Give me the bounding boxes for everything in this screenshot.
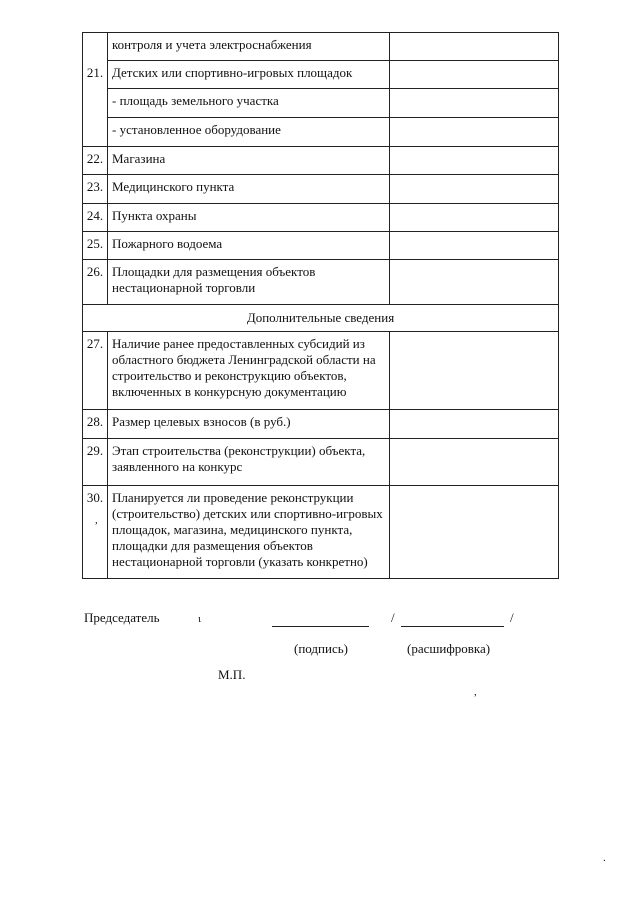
row-value-cell[interactable] xyxy=(390,486,559,579)
table-row xyxy=(83,175,559,204)
row-number-cell: 29. xyxy=(83,439,108,486)
row-value-cell[interactable] xyxy=(390,175,559,204)
table-row xyxy=(83,61,559,89)
row-number-cell: 22. xyxy=(83,147,108,175)
row-value-cell[interactable] xyxy=(390,204,559,232)
row-value-cell[interactable] xyxy=(390,260,559,305)
row-number-cell: 30. xyxy=(83,486,108,579)
section-header: Дополнительные сведения xyxy=(83,305,559,332)
row-value-cell[interactable] xyxy=(390,439,559,486)
row-label-cell: Наличие ранее предоставленных субсидий из областного бюджета Ленинградской области на строительство и реконструкцию объектов, включенных в конкурсную документацию xyxy=(108,332,390,410)
row-value-cell[interactable] xyxy=(390,89,559,118)
row-label-cell: контроля и учета электроснабжения xyxy=(108,33,390,61)
row-number-cell: 28. xyxy=(83,410,108,439)
separator-slash: / xyxy=(510,610,514,625)
row-label-cell: - площадь земельного участка xyxy=(108,89,390,118)
row-label-cell: Этап строительства (реконструкции) объекта, заявленного на конкурс xyxy=(108,439,390,486)
table-row xyxy=(83,486,559,579)
table-row xyxy=(83,33,559,61)
row-value-cell[interactable] xyxy=(390,147,559,175)
signature-line[interactable] xyxy=(272,626,369,627)
row-value-cell[interactable] xyxy=(390,61,559,89)
row-label-cell: Детских или спортивно-игровых площадок xyxy=(108,61,390,89)
row-value-cell[interactable] xyxy=(390,410,559,439)
separator-slash: / xyxy=(391,610,395,625)
table-row xyxy=(83,118,559,147)
row-value-cell[interactable] xyxy=(390,118,559,147)
row-label-cell: Пункта охраны xyxy=(108,204,390,232)
table-row xyxy=(83,410,559,439)
row-label-cell: Пожарного водоема xyxy=(108,232,390,260)
table-row xyxy=(83,332,559,410)
row-label-cell: Размер целевых взносов (в руб.) xyxy=(108,410,390,439)
row-label-cell: - установленное оборудование xyxy=(108,118,390,147)
table-row xyxy=(83,439,559,486)
row-number-cell: 27. xyxy=(83,332,108,410)
row-label-cell: Медицинского пункта xyxy=(108,175,390,204)
row-number-cell: 21. xyxy=(83,61,108,89)
chairman-label: Председатель xyxy=(84,610,160,625)
form-table xyxy=(82,32,559,579)
row-label-cell: Планируется ли проведение реконструкции (строительство) детских или спортивно-игровых площадок, магазина, медицинского пункта, площадки для размещения объектов нестационарной торговли (указать конкретно) xyxy=(108,486,390,579)
row-label-cell: Площадки для размещения объектов нестационарной торговли xyxy=(108,260,390,305)
scan-mark: , xyxy=(95,514,98,526)
table-row xyxy=(83,89,559,118)
section-header-row xyxy=(83,305,559,332)
row-number-cell xyxy=(83,33,108,61)
row-number-cell xyxy=(83,89,108,118)
scan-mark: ι xyxy=(198,613,201,625)
row-value-cell[interactable] xyxy=(390,232,559,260)
row-number-cell: 23. xyxy=(83,175,108,204)
row-number-cell: 26. xyxy=(83,260,108,305)
table-row xyxy=(83,232,559,260)
decode-caption: (расшифровка) xyxy=(407,641,491,656)
table-row xyxy=(83,260,559,305)
row-value-cell[interactable] xyxy=(390,33,559,61)
signature-caption: (подпись) xyxy=(294,641,348,656)
scan-mark: . xyxy=(603,852,606,864)
scan-mark: , xyxy=(474,686,477,698)
seal-placeholder: М.П. xyxy=(218,667,246,682)
row-value-cell[interactable] xyxy=(390,332,559,410)
row-number-cell: 24. xyxy=(83,204,108,232)
row-number-cell xyxy=(83,118,108,147)
table-row xyxy=(83,204,559,232)
table-row xyxy=(83,147,559,175)
row-number-cell: 25. xyxy=(83,232,108,260)
name-decode-line[interactable] xyxy=(401,626,504,627)
row-label-cell: Магазина xyxy=(108,147,390,175)
